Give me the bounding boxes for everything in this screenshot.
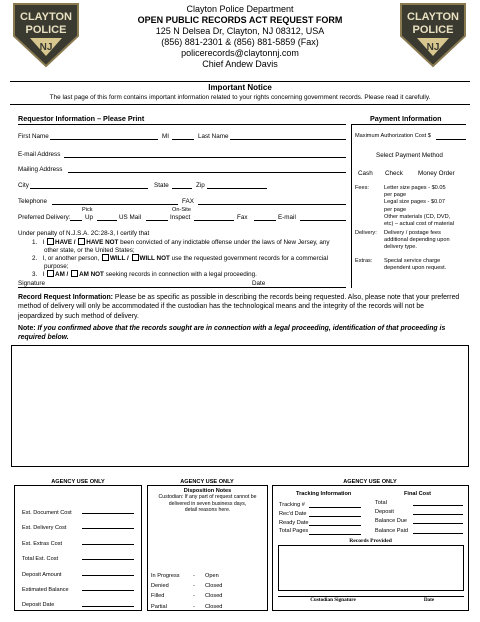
item-1-prefix: I (42, 239, 45, 246)
total-pages-label: Total Pages (279, 528, 309, 535)
deposit-amount-label: Deposit Amount (22, 571, 62, 578)
extras-notes (384, 258, 446, 272)
will-not-checkbox[interactable] (132, 254, 139, 261)
notice-title: Important Notice (208, 83, 272, 92)
form-title: OPEN PUBLIC RECORDS ACT REQUEST FORM (137, 15, 343, 25)
final-total-field[interactable] (413, 505, 463, 506)
last-name-label: Last Name (198, 133, 229, 140)
status-right-list (205, 571, 222, 612)
payment-cash-option[interactable]: Cash (358, 170, 373, 177)
will-not-option: WILL NOT (139, 255, 170, 262)
status-dash: - (193, 583, 195, 590)
received-date-label: Rec'd Date (279, 510, 307, 517)
state-label: State (154, 182, 169, 189)
item-2-prefix: I, or another person, (42, 255, 100, 262)
signature-label: Signature (18, 280, 45, 287)
am-not-checkbox[interactable] (71, 270, 78, 277)
received-date-field[interactable] (309, 516, 361, 517)
status-closed[interactable]: Closed (205, 603, 223, 610)
records-provided-label: Records Provided (349, 538, 392, 544)
final-balance-paid-label: Balance Paid (375, 527, 408, 534)
fax-option-field[interactable] (194, 220, 234, 221)
signature-date-label: Date (423, 597, 435, 603)
department-address: 125 N Delsea Dr, Clayton, NJ 08312, USA (155, 26, 325, 36)
zip-field[interactable] (207, 188, 267, 189)
department-email[interactable]: policerecords@claytonnj.com (181, 48, 299, 58)
will-checkbox[interactable] (102, 254, 109, 261)
ready-date-field[interactable] (309, 525, 361, 526)
certification-item-1 (32, 238, 348, 255)
record-request-lead: Record Request Information: (18, 294, 113, 301)
badge-top-text: CLAYTON (20, 11, 72, 23)
item-1-number: 1. (32, 239, 38, 246)
fee-other-cost: etc) – actual cost of material (384, 221, 454, 228)
status-closed[interactable]: Closed (205, 593, 223, 600)
item-2-text-continued: purpose; (44, 263, 69, 270)
am-option: AM / (55, 271, 69, 278)
status-dash: - (193, 573, 195, 579)
badge-top-text: CLAYTON (407, 11, 459, 23)
records-provided-box[interactable] (278, 545, 464, 591)
mi-label: MI (162, 133, 169, 140)
select-payment-label: Select Payment Method (376, 152, 443, 159)
fax-option-label: Fax (237, 214, 248, 221)
have-not-option: HAVE NOT (86, 239, 119, 246)
final-cost-title: Final Cost (404, 491, 432, 497)
status-dash: - (193, 593, 195, 600)
first-name-label: First Name (18, 133, 49, 140)
total-pages-field[interactable] (309, 534, 361, 535)
record-request-line-3: jeopardized by such method of delivery. (18, 312, 139, 320)
have-checkbox[interactable] (47, 238, 54, 245)
agency-col2-title: AGENCY USE ONLY (180, 479, 234, 485)
preferred-delivery-label: Preferred Delivery: (18, 214, 71, 221)
extras-note-1: Special service charge (384, 258, 441, 264)
pick-label: Pick (82, 207, 93, 213)
inspect-option-label: Inspect (170, 214, 191, 221)
fee-legal-unit: per page (384, 206, 407, 213)
usmail-option-field[interactable] (97, 220, 117, 221)
tracking-information-title: Tracking Information (296, 491, 352, 497)
penalty-statement: Under penalty of N.J.S.A. 2C:28-3, I certify that (18, 230, 150, 237)
delivery-label: Delivery: (355, 230, 377, 236)
agency-col3-title: AGENCY USE ONLY (343, 479, 397, 485)
badge-mid-text: POLICE (412, 24, 454, 36)
est-document-cost-field[interactable] (82, 513, 134, 514)
payment-vertical-divider (351, 124, 352, 288)
item-2-number: 2. (32, 255, 38, 262)
city-field[interactable] (30, 188, 148, 189)
legal-proceeding-note (18, 324, 468, 343)
pickup-option-label: Up (85, 214, 94, 221)
onsite-label: On-Site (172, 207, 191, 213)
department-phones: (856) 881-2301 & (856) 881-5859 (Fax) (161, 37, 319, 47)
deposit-amount-field[interactable] (82, 575, 134, 576)
department-name: Clayton Police Department (186, 4, 294, 14)
final-deposit-label: Deposit (375, 509, 394, 516)
total-est-cost-label: Total Est. Cost (22, 556, 59, 563)
mailing-address-field[interactable] (68, 172, 346, 173)
status-left-list (151, 571, 180, 612)
item-3-prefix: I (42, 271, 45, 278)
mailing-address-label: Mailing Address (18, 166, 63, 173)
requestor-title-underline (18, 124, 346, 125)
disposition-instruction-1: Custodian: If any part of request cannot be (158, 494, 257, 500)
final-total-label: Total (375, 500, 387, 506)
status-dash-list (193, 571, 195, 612)
chief-name: Chief Andew Davis (202, 59, 278, 69)
status-dash: - (193, 603, 195, 610)
certification-item-3 (32, 270, 348, 279)
status-open[interactable]: Open (205, 573, 219, 579)
fee-letter: Letter size pages - $0.05 (384, 185, 446, 191)
max-authorization-field[interactable] (436, 139, 466, 140)
disposition-notes-title: Disposition Notes (183, 488, 232, 494)
inspect-option-field[interactable] (146, 220, 168, 221)
est-delivery-cost-label: Est. Delivery Cost (22, 525, 67, 532)
deposit-date-field[interactable] (82, 606, 134, 607)
note-line-2: required below. (18, 334, 69, 342)
date-label: Date (252, 280, 266, 287)
record-request-textarea[interactable] (11, 345, 469, 467)
fees-label: Fees: (355, 185, 369, 191)
custodian-signature-label: Custodian Signature (310, 597, 356, 603)
item-3-number: 3. (32, 271, 38, 278)
note-lead: Note: (18, 325, 36, 332)
cost-fields-list (22, 506, 72, 614)
tracking-number-label: Tracking # (279, 502, 305, 508)
note-line-1: If you confirmed above that the records sought are in connection with a legal proceeding, identification of that proceeding is (37, 325, 446, 332)
tracking-fields-list (279, 501, 309, 536)
email-option-label: E-mail (278, 214, 296, 221)
have-option: HAVE / (55, 239, 76, 246)
est-extras-cost-field[interactable] (82, 544, 134, 545)
zip-label: Zip (196, 182, 205, 189)
extras-label: Extras: (355, 258, 373, 264)
status-denied[interactable]: Denied (151, 583, 169, 590)
fax-field-label: FAX (182, 198, 194, 205)
payment-divider (351, 124, 466, 125)
agency-col1-title: AGENCY USE ONLY (51, 479, 105, 485)
mi-field[interactable] (172, 139, 194, 140)
email-field[interactable] (64, 157, 346, 158)
final-deposit-field[interactable] (413, 514, 463, 515)
certification-item-2 (32, 254, 348, 271)
est-extras-cost-label: Est. Extras Cost (22, 540, 63, 547)
fees-list (384, 185, 454, 228)
disposition-instruction-2: delivered in seven business days, (168, 500, 247, 507)
item-1-text-continued: other state, or the United States; (44, 247, 135, 254)
ready-date-label: Ready Date (279, 519, 309, 526)
header-divider (10, 81, 470, 82)
have-not-checkbox[interactable] (78, 238, 85, 245)
estimated-balance-field[interactable] (82, 590, 134, 591)
fax-field[interactable] (198, 204, 346, 205)
fee-legal: Legal size pages - $0.07 (384, 199, 445, 206)
email-option-field[interactable] (254, 220, 276, 221)
badge-nj-text: NJ (39, 42, 53, 53)
delivery-note-3: delivery type. (384, 244, 417, 251)
tracking-number-field[interactable] (309, 507, 361, 508)
first-name-field[interactable] (50, 139, 158, 140)
deposit-date-label: Deposit Date (22, 602, 55, 609)
last-name-field[interactable] (230, 139, 346, 140)
notice-text: The last page of this form contains important information related to your rights concerning government records. Please read it carefully. (49, 94, 431, 101)
badge-nj-text: NJ (426, 42, 440, 53)
estimated-balance-label: Estimated Balance (22, 587, 69, 594)
extras-note-2: dependent upon request. (384, 265, 447, 272)
status-partial[interactable]: Partial (151, 603, 167, 610)
max-authorization-label: Maximum Authorization Cost $ (355, 133, 431, 139)
status-closed[interactable]: Closed (205, 583, 223, 590)
requestor-section-title: Requestor Information – Please Print (18, 114, 145, 123)
signature-line[interactable] (18, 287, 346, 288)
disposition-instructions (147, 494, 268, 514)
item-3-text: seeking records in connection with a legal proceeding. (105, 271, 257, 278)
city-label: City (18, 182, 29, 189)
final-balance-paid-field[interactable] (413, 533, 463, 534)
final-balance-due-label: Balance Due (375, 518, 408, 525)
delivery-note-2: additional depending upon (384, 237, 450, 244)
delivery-notes (384, 230, 450, 252)
final-balance-due-field[interactable] (413, 523, 463, 524)
pickup-option-field[interactable] (70, 220, 82, 221)
notice-divider (10, 104, 470, 105)
email-label: E-mail Address (18, 151, 61, 158)
est-document-cost-label: Est. Document Cost (22, 510, 72, 516)
payment-section-title: Payment Information (370, 114, 442, 123)
fee-other: Other materials (CD, DVD, (384, 213, 451, 220)
est-delivery-cost-field[interactable] (82, 528, 134, 529)
payment-check-option[interactable]: Check (385, 170, 403, 177)
state-field[interactable] (172, 188, 192, 189)
telephone-label: Telephone (18, 198, 48, 205)
will-option: WILL / (109, 255, 129, 262)
telephone-field[interactable] (52, 204, 178, 205)
usmail-option-label: US Mail (119, 214, 142, 221)
am-not-option: AM NOT (79, 271, 104, 278)
final-cost-fields-list (375, 499, 408, 536)
am-checkbox[interactable] (47, 270, 54, 277)
item-1-text: been convicted of any indictable offense under the laws of New Jersey, any (120, 239, 330, 246)
status-in-progress[interactable]: In Progress (151, 573, 180, 579)
disposition-instruction-3: detail reasons here. (184, 507, 231, 514)
payment-money-order-option[interactable]: Money Order (418, 170, 455, 177)
delivery-note-1: Delivery / postage fees (384, 230, 441, 236)
record-request-line-2: method of delivery will only be accommodated if the custodian has the technological means and the integrity of the records will not be (18, 303, 425, 311)
badge-mid-text: POLICE (25, 24, 67, 36)
record-request-instructions (18, 293, 468, 321)
fee-letter-unit: per page (384, 192, 407, 199)
status-filled[interactable]: Filled (151, 593, 165, 600)
record-request-line-1: Please be as specific as possible in describing the records being requested. Also, please note that your preferred (114, 294, 460, 301)
email-option-trailing-line (300, 220, 346, 221)
item-2-text: use the requested government records for a commercial (171, 255, 329, 262)
total-est-cost-field[interactable] (82, 559, 134, 560)
